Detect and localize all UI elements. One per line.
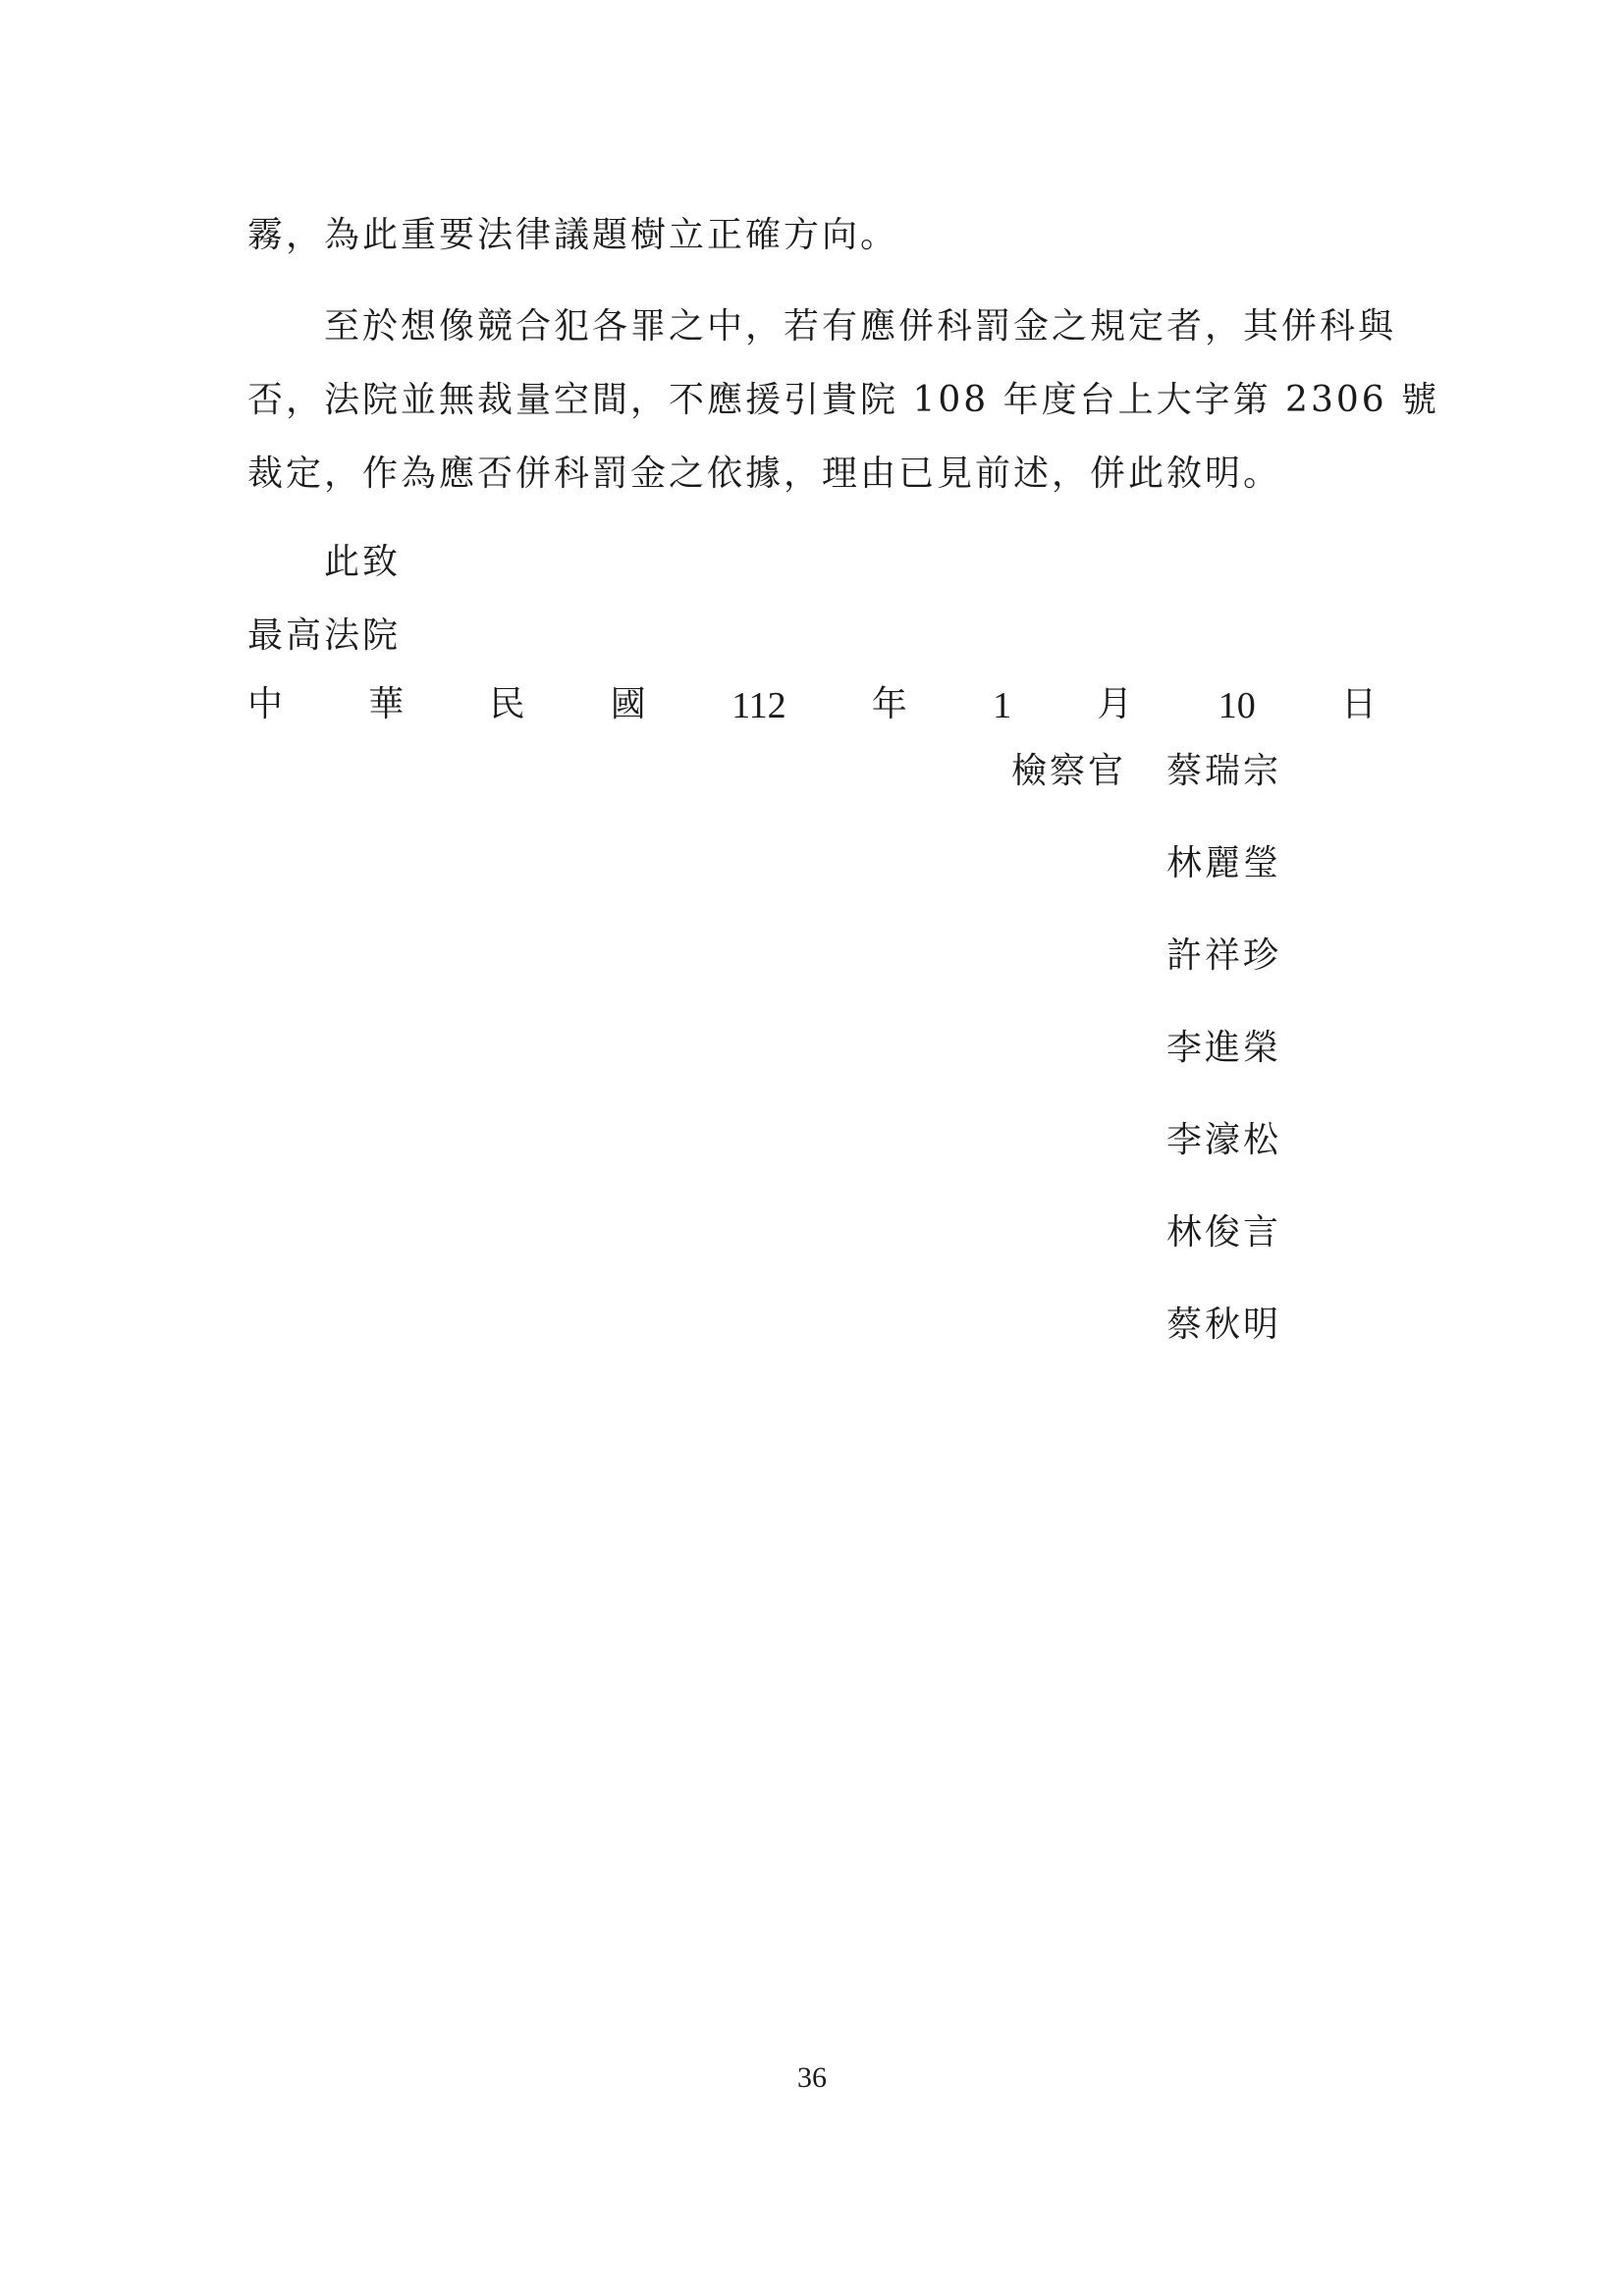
recipient: 最高法院: [247, 615, 402, 656]
signatory-name: 林麗瑩: [1166, 843, 1282, 883]
date-day-unit: 日: [1340, 684, 1377, 724]
date-char: 民: [489, 684, 525, 724]
signatory-name: 蔡秋明: [1166, 1305, 1282, 1345]
salutation: 此致: [324, 542, 402, 582]
signatory-name: 李進榮: [1166, 1028, 1282, 1068]
date-year-unit: 年: [871, 684, 907, 724]
page-number: 36: [797, 2061, 827, 2094]
date-char: 中: [247, 684, 284, 724]
signatory-name: 蔡瑞宗: [1166, 751, 1282, 791]
date-char: 華: [368, 684, 405, 724]
paragraph-line: 裁定，作為應否併科罰金之依據，理由已見前述，併此敘明。: [247, 454, 1282, 494]
date-char: 國: [610, 684, 646, 724]
signatory-name: 許祥珍: [1166, 935, 1282, 976]
signatory-name: 李濠松: [1166, 1120, 1282, 1160]
paragraph-line: 否，法院並無裁量空間，不應援引貴院 108 年度台上大字第 2306 號: [247, 380, 1440, 420]
date-year: 112: [731, 685, 786, 726]
date-day: 10: [1218, 685, 1256, 726]
paragraph-line: 至於想像競合犯各罪之中，若有應併科罰金之規定者，其併科與: [324, 306, 1397, 347]
date-line: [247, 684, 1377, 726]
signatory-title: 檢察官: [1011, 751, 1127, 791]
paragraph-line: 霧，為此重要法律議題樹立正確方向。: [247, 215, 899, 255]
date-month: 1: [993, 685, 1012, 726]
signatory-name: 林俊言: [1166, 1212, 1282, 1253]
date-month-unit: 月: [1097, 684, 1133, 724]
